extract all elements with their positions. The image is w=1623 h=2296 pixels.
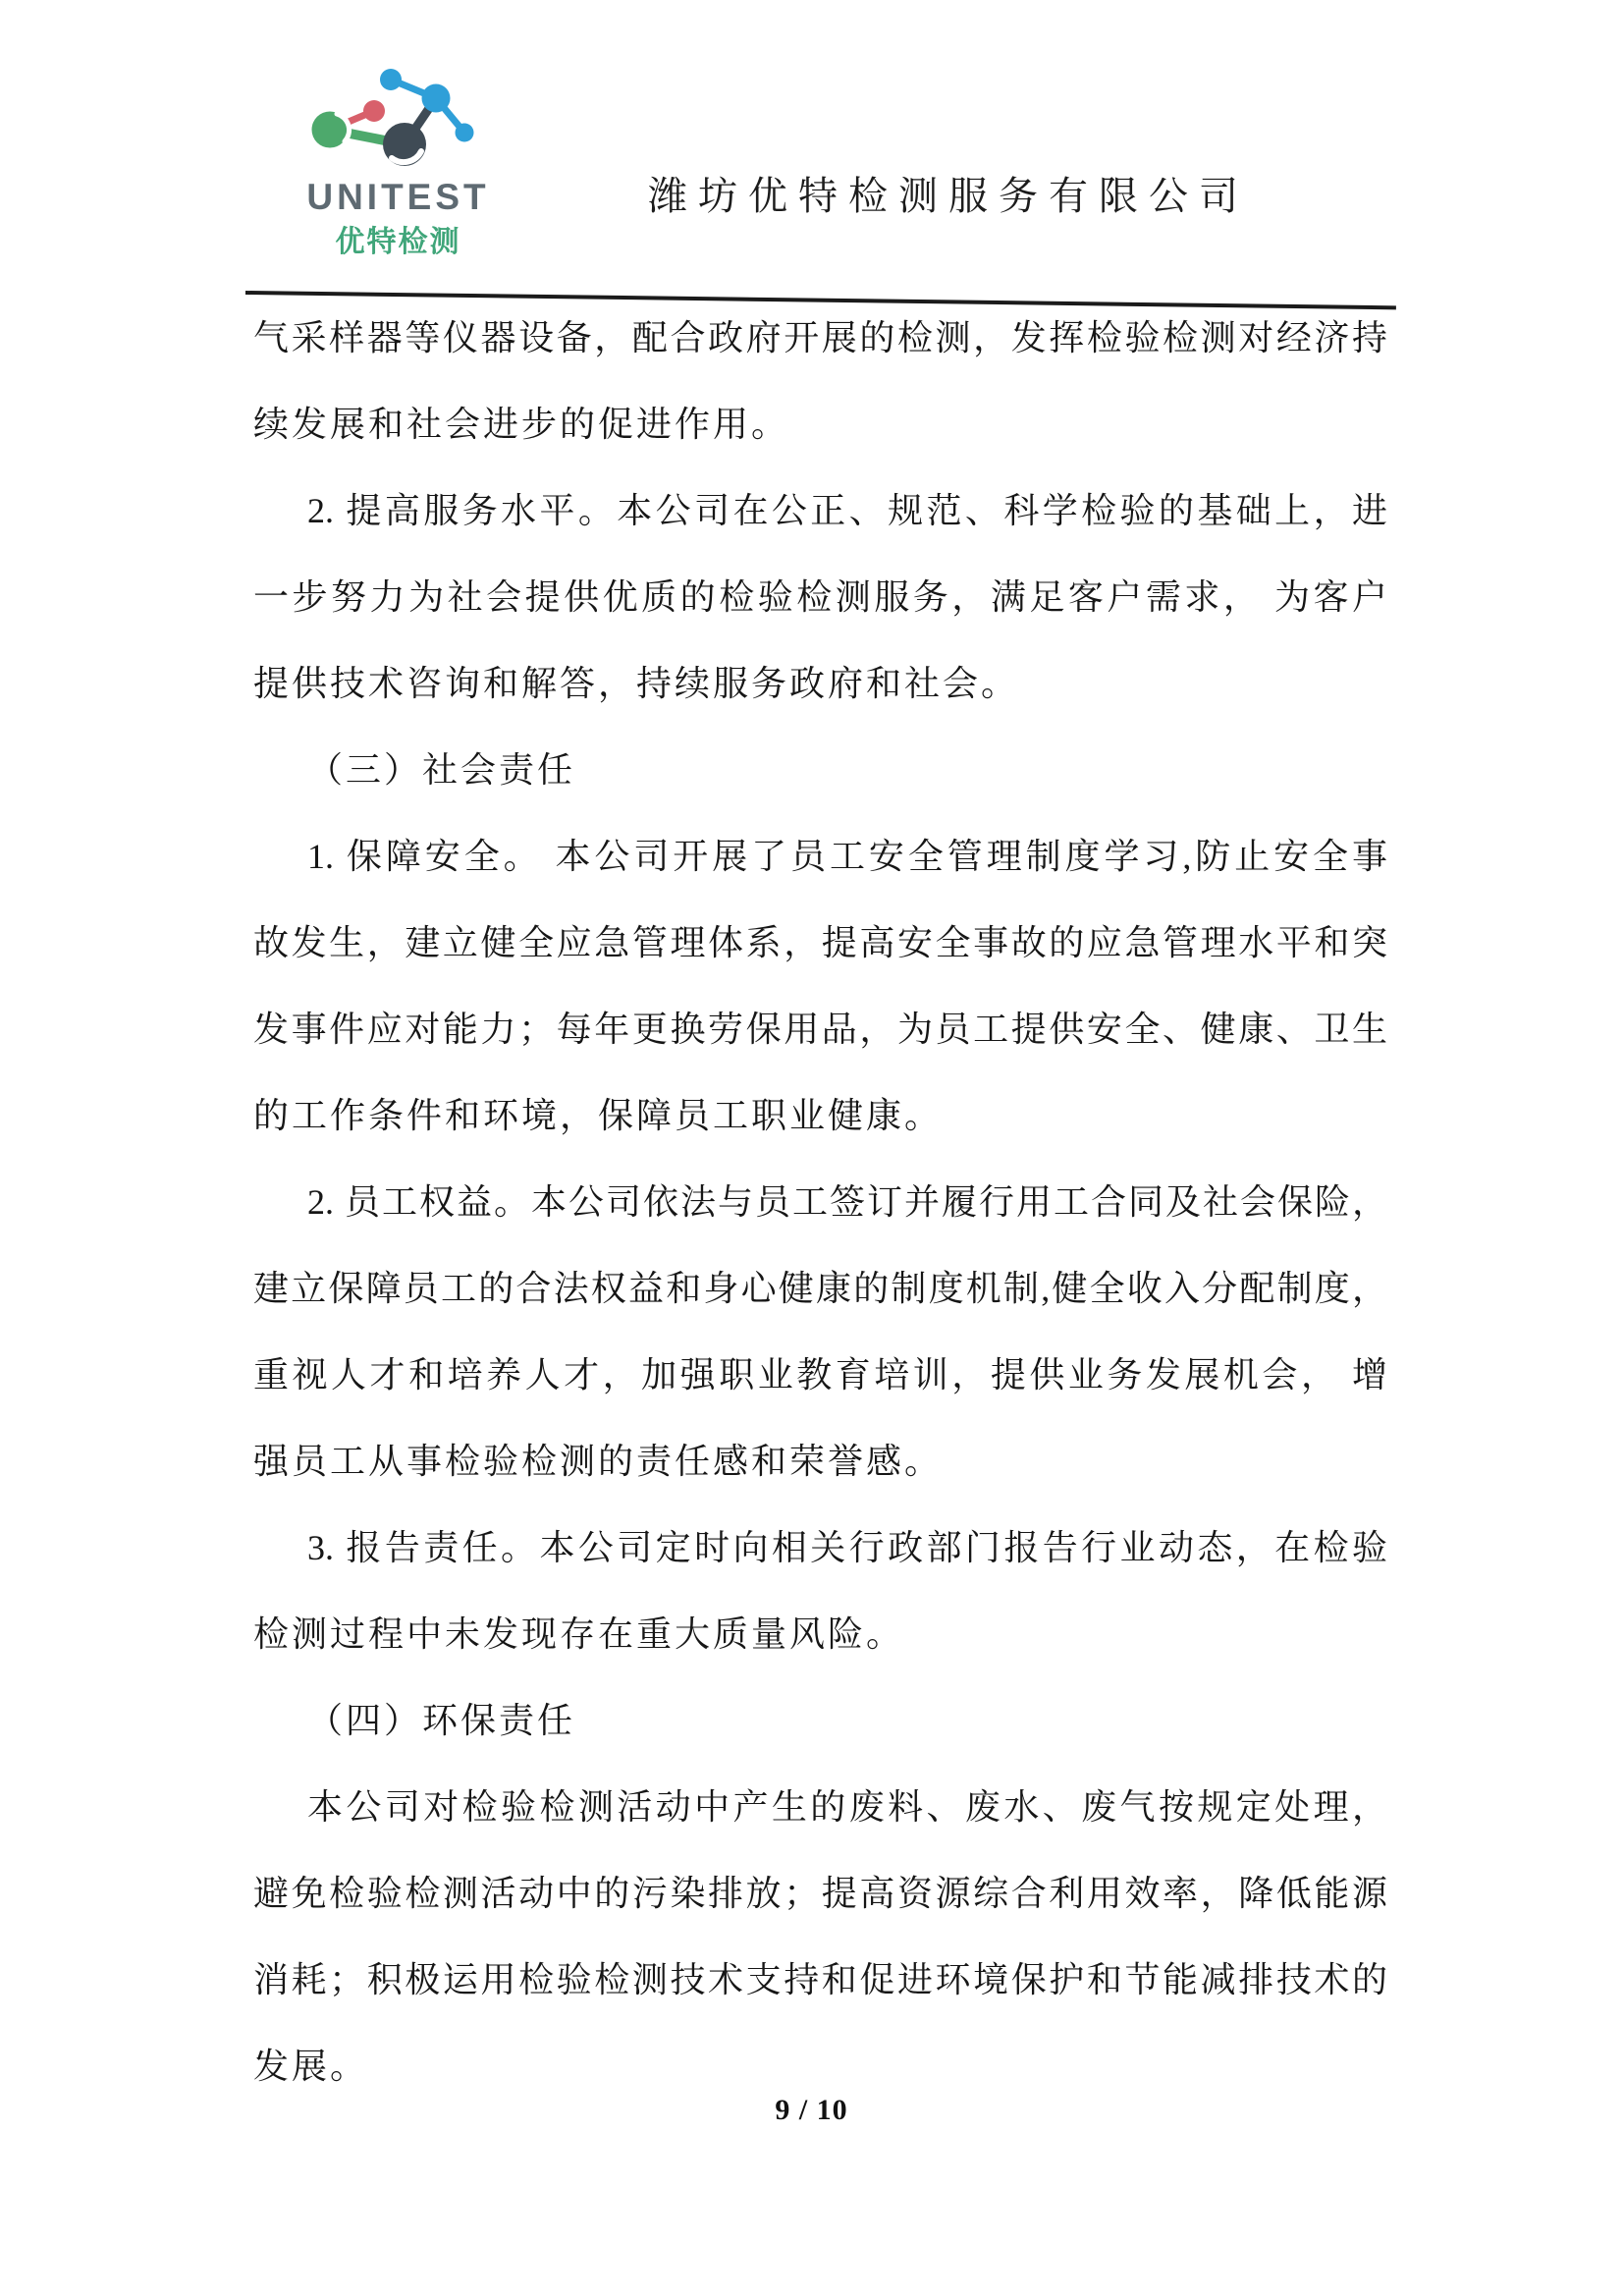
text-line: 重视人才和培养人才，加强职业教育培训，提供业务发展机会， 增	[253, 1355, 1387, 1394]
text-line: 提供技术咨询和解答，持续服务政府和社会。	[253, 664, 1020, 703]
text-line: 2. 员工权益。本公司依法与员工签订并履行用工合同及社会保险，	[307, 1182, 1387, 1222]
text-line: 故发生，建立健全应急管理体系，提高安全事故的应急管理水平和突	[253, 923, 1387, 962]
text-line: 的工作条件和环境，保障员工职业健康。	[253, 1096, 944, 1135]
text-line: （四）环保责任	[307, 1701, 576, 1740]
text-line: 3. 报告责任。本公司定时向相关行政部门报告行业动态，在检验	[307, 1528, 1387, 1567]
text-line: 气采样器等仪器设备，配合政府开展的检测，发挥检验检测对经济持	[253, 318, 1387, 357]
text-line: 2. 提高服务水平。本公司在公正、规范、科学检验的基础上，进	[307, 491, 1387, 530]
text-line: 续发展和社会进步的促进作用。	[253, 405, 790, 444]
logo-brand-chinese-text: 优特检测	[335, 226, 461, 258]
text-line: 避免检验检测活动中的污染排放；提高资源综合利用效率，降低能源	[253, 1874, 1387, 1913]
text-line: 建立保障员工的合法权益和身心健康的制度机制,健全收入分配制度，	[253, 1269, 1387, 1308]
text-line: 发展。	[253, 2047, 369, 2086]
logo-brand-text: UNITEST	[306, 177, 490, 217]
text-line: 1. 保障安全。 本公司开展了员工安全管理制度学习,防止安全事	[307, 837, 1387, 876]
page-number: 9 / 10	[775, 2094, 848, 2126]
document-body	[253, 295, 1387, 2109]
text-line: （三）社会责任	[307, 750, 576, 790]
text-line: 本公司对检验检测活动中产生的废料、废水、废气按规定处理，	[307, 1787, 1387, 1827]
text-line: 一步努力为社会提供优质的检验检测服务，满足客户需求， 为客户	[253, 577, 1387, 617]
text-line: 发事件应对能力；每年更换劳保用品，为员工提供安全、健康、卫生	[253, 1010, 1387, 1049]
molecule-logo-icon	[298, 51, 484, 181]
text-line: 消耗；积极运用检验检测技术支持和促进环境保护和节能减排技术的	[253, 1960, 1387, 1999]
company-name: 潍坊优特检测服务有限公司	[648, 174, 1249, 218]
text-line: 检测过程中未发现存在重大质量风险。	[253, 1614, 905, 1654]
text-line: 强员工从事检验检测的责任感和荣誉感。	[253, 1442, 944, 1481]
